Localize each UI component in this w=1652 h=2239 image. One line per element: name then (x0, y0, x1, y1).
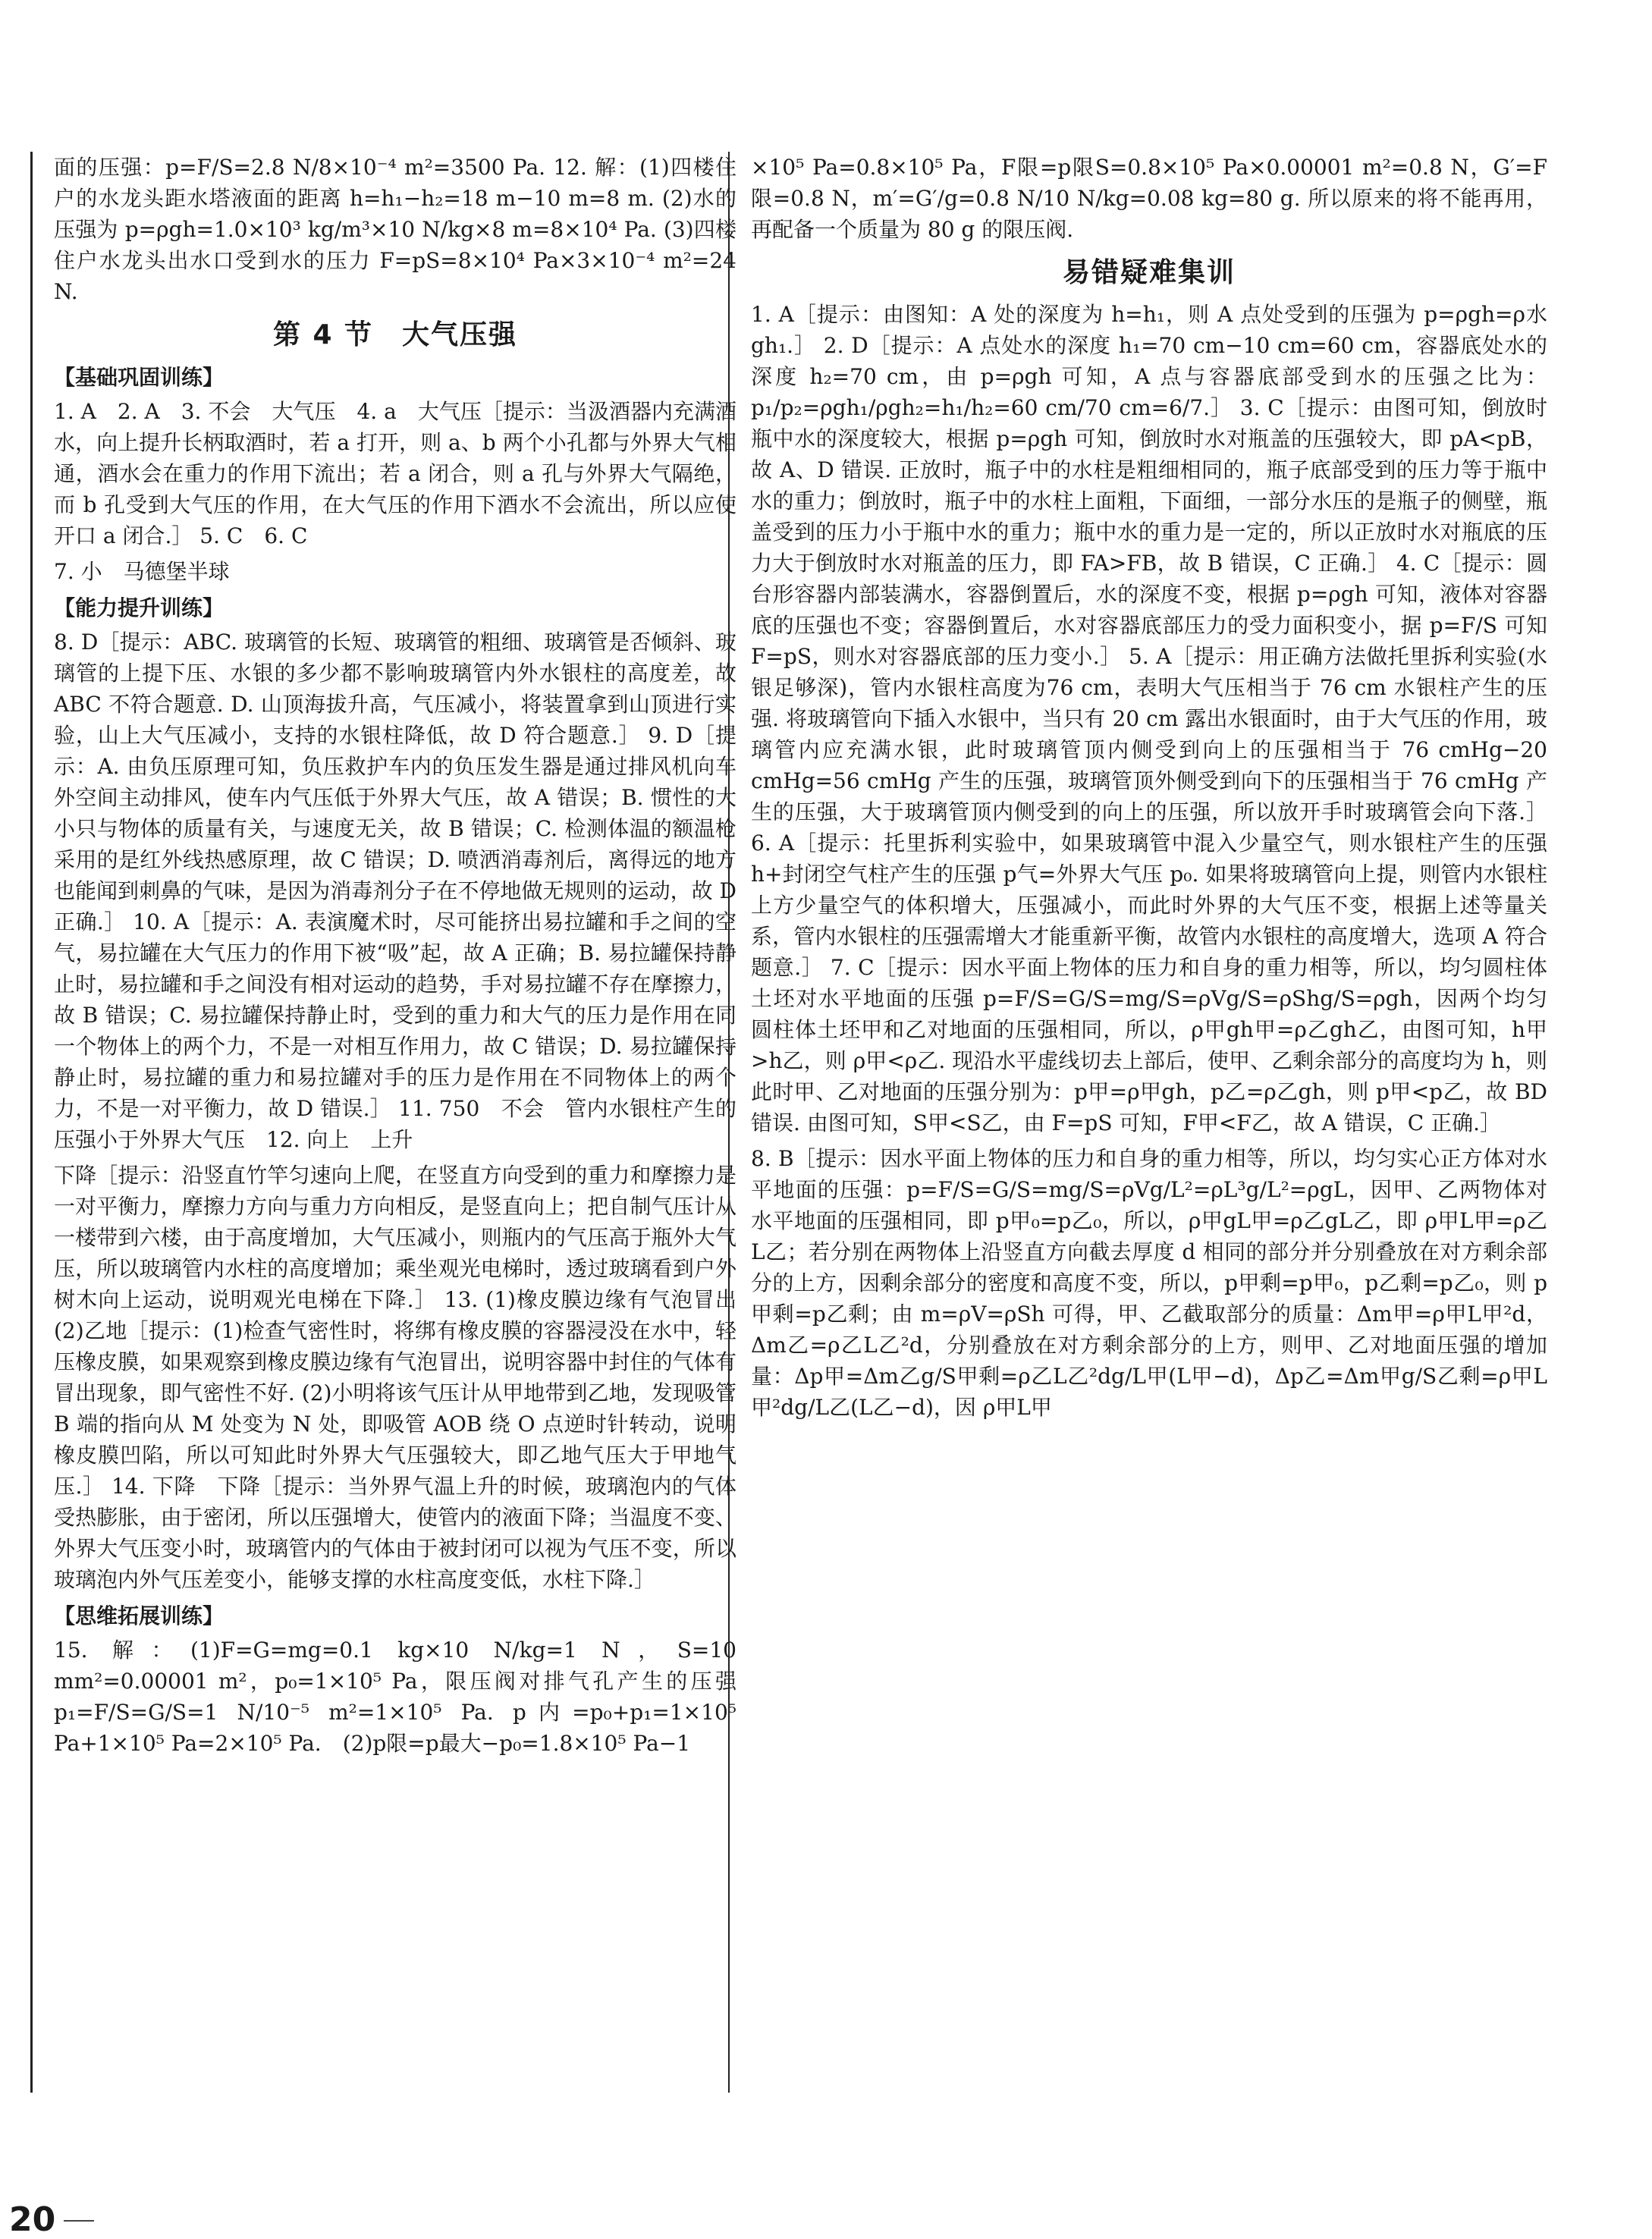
answer-paragraph: 7. 小 马德堡半球 (54, 559, 230, 584)
answer-paragraph: 下降［提示：沿竖直竹竿匀速向上爬，在竖直方向受到的重力和摩擦力是一对平衡力，摩擦力方向与重力方向相反，是竖直向上；把自制气压计从一楼带到六楼，由于高度增加，大气压减小，则瓶内的气压高于瓶外大气压，所以玻璃管内水柱的高度增加；乘坐观光电梯时，透过玻璃看到户外树木向上运动，说明观光电梯在下降.］ 13. (1)橡皮膜边缘有气泡冒出 (2)乙地［提示：(1)检查气密性时，将绑有橡皮膜的容器浸没在水中，轻压橡皮膜，如果观察到橡皮膜边缘有气泡冒出，说明容器中封住的气体有冒出现象，即气密性不好. (2)小明将该气压计从甲地带到乙地，发现吸管 B 端的指向从 M 处变为 N 处，即吸管 AOB 绕 O 点逆时针转动，说明橡皮膜凹陷，所以可知此时外界大气压强较大，即乙地气压大于甲地气压.］ 14. 下降 下降［提示：当外界气温上升的时候，玻璃泡内的气体受热膨胀，由于密闭，所以压强增大，使管内的液面下降；当温度不变、外界大气压变小时，玻璃管内的气体由于被封闭可以视为气压不变，所以玻璃泡内外气压差变小，能够支撑的水柱高度变低，水柱下降.］ (54, 1163, 758, 1592)
answer-paragraph: 面的压强：p=F/S=2.8 N/8×10⁻⁴ m²=3500 Pa. 12. 解：(1)四楼住户的水龙头距水塔液面的距离 h=h₁−h₂=18 m−10 m=8 m. (2)水的压强为 p=ρgh=1.0×10³ kg/m³×10 N/kg×8 m=8×10⁴ Pa. (3)四楼住户水龙头出水口受到水的压力 F=pS=8×10⁴ Pa×3×10⁻⁴ m²=24 N. (54, 155, 736, 304)
subsection-title: 【基础巩固训练】 (54, 365, 225, 390)
left-column (30, 152, 758, 2093)
page-number-rule (64, 2220, 94, 2222)
section-title: 第 4 节 大气压强 (272, 319, 518, 350)
answer-paragraph: 1. A［提示：由图知：A 处的深度为 h=h₁，则 A 点处受到的压强为 p=ρgh=ρ水gh₁.］ 2. D［提示：A 点处水的深度 h₁=70 cm−10 cm=60 cm，容器底处水的深度 h₂=70 cm，由 p=ρgh 可知，A 点与容器底部受到水的压强之比为：p₁/p₂=ρgh₁/ρgh₂=h₁/h₂=60 cm/70 cm=6/7.］ 3. C［提示：由图可知，倒放时瓶中水的深度较大，根据 p=ρgh 可知，倒放时水对瓶盖的压强较大，即 pA<pB，故 A、D 错误. 正放时，瓶子中的水柱是粗细相同的，瓶子底部受到的压力等于瓶中水的重力；倒放时，瓶子中的水柱上面粗，下面细，一部分水压的是瓶子的侧壁，瓶盖受到的压力小于瓶中水的重力；瓶中水的重力是一定的，所以正放时水对瓶底的压力大于倒放时水对瓶盖的压力，即 FA>FB，故 B 错误，C 正确.］ 4. C［提示：圆台形容器内部装满水，容器倒置后，水的深度不变，根据 p=ρgh 可知，液体对容器底的压强也不变；容器倒置后，水对容器底部压力的受力面积变小，据 p=F/S 可知 F=pS，则水对容器底部的压力变小.］ 5. A［提示：用正确方法做托里拆利实验(水银足够深)，管内水银柱高度为76 cm，表明大气压相当于 76 cm 水银柱产生的压强. 将玻璃管向下插入水银中，当只有 20 cm 露出水银面时，由于大气压的作用，玻璃管内应充满水银，此时玻璃管顶内侧受到向上的压强相当于 76 cmHg−20 cmHg=56 cmHg 产生的压强，玻璃管顶外侧受到向下的压强相当于 76 cmHg 产生的压强，大于玻璃管顶内侧受到的向上的压强，所以放开手时玻璃管会向下落.］ 6. A［提示：托里拆利实验中，如果玻璃管中混入少量空气，则水银柱产生的压强 h+封闭空气柱产生的压强 p气=外界大气压 p₀. 如果将玻璃管向上提，则管内水银柱上方少量空气的体积增大，压强减小，而此时外界的大气压不变，根据上述等量关系，管内水银柱的压强需增大才能重新平衡，故管内水银柱的高度增大，选项 A 符合题意.］ 7. C［提示：因水平面上物体的压力和自身的重力相等，所以，均匀圆柱体土坯对水平地面的压强 p=F/S=G/S=mg/S=ρVg/S=ρShg/S=ρgh，因两个均匀圆柱体土坯甲和乙对地面的压强相同，所以，ρ甲gh甲=ρ乙gh乙，由图可知，h甲>h乙，则 ρ甲<ρ乙. 现沿水平虚线切去上部后，使甲、乙剩余部分的高度均为 h，则此时甲、乙对地面的压强分别为：p甲=ρ甲gh，p乙=ρ乙gh，则 p甲<p乙，故 BD 错误. 由图可知，S甲<S乙，由 F=pS 可知，F甲<F乙，故 A 错误，C 正确.］ (751, 302, 1547, 1135)
answer-paragraph: ×10⁵ Pa=0.8×10⁵ Pa，F限=p限S=0.8×10⁵ Pa×0.00001 m²=0.8 N，G′=F限=0.8 N，m′=G′/g=0.8 N/10 N/kg=0.08 kg=80 g. 所以原来的将不能再用，再配备一个质量为 80 g 的限压阀. (751, 155, 1547, 242)
subsection-title: 【能力提升训练】 (54, 595, 225, 620)
answer-paragraph: 15. 解：(1)F=G=mg=0.1 kg×10 N/kg=1 N，S=10 mm²=0.00001 m²，p₀=1×10⁵ Pa，限压阀对排气孔产生的压强 p₁=F/S=G/S=1 N/10⁻⁵ m²=1×10⁵ Pa. p内=p₀+p₁=1×10⁵ Pa+1×10⁵ Pa=2×10⁵ Pa. (2)p限=p最大−p₀=1.8×10⁵ Pa−1 (54, 1638, 736, 1756)
answer-paragraph: 8. B［提示：因水平面上物体的压力和自身的重力相等，所以，均匀实心正方体对水平地面的压强：p=F/S=G/S=mg/S=ρVg/L²=ρL³g/L²=ρgL，因甲、乙两物体对水平地面的压强相同，即 p甲₀=p乙₀，所以，ρ甲gL甲=ρ乙gL乙，即 ρ甲L甲=ρ乙L乙；若分别在两物体上沿竖直方向截去厚度 d 相同的部分并分别叠放在对方剩余部分的上方，因剩余部分的密度和高度不变，所以，p甲剩=p甲₀，p乙剩=p乙₀，则 p甲剩=p乙剩；由 m=ρV=ρSh 可得，甲、乙截取部分的质量：Δm甲=ρ甲L甲²d，Δm乙=ρ乙L乙²d，分别叠放在对方剩余部分的上方，则甲、乙对地面压强的增加量：Δp甲=Δm乙g/S甲剩=ρ乙L乙²dg/L甲(L甲−d)，Δp乙=Δm甲g/S乙剩=ρ甲L甲²dg/L乙(L乙−d)，因 ρ甲L甲 (751, 1146, 1547, 1420)
page-number: 20 (9, 2200, 56, 2239)
subsection-title: 【思维拓展训练】 (54, 1603, 225, 1628)
answer-paragraph: 1. A 2. A 3. 不会 大气压 4. a 大气压［提示：当汲酒器内充满酒水，向上提升长柄取酒时，若 a 打开，则 a、b 两个小孔都与外界大气相通，酒水会在重力的作用下流出；若 a 闭合，则 a 孔与外界大气隔绝，而 b 孔受到大气压的作用，在大气压的作用下酒水不会流出，所以应使开口 a 闭合.］ 5. C 6. C (54, 399, 736, 548)
right-column (728, 152, 1547, 2093)
answer-paragraph: 8. D［提示：ABC. 玻璃管的长短、玻璃管的粗细、玻璃管是否倾斜、玻璃管的上提下压、水银的多少都不影响玻璃管内外水银柱的高度差，故 ABC 不符合题意. D. 山顶海拔升高，气压减小，将装置拿到山顶进行实验，山上大气压减小，支持的水银柱降低，故 D 符合题意.］ 9. D［提示：A. 由负压原理可知，负压救护车内的负压发生器是通过排风机向车外空间主动排风，使车内气压低于外界大气压，故 A 错误；B. 惯性的大小只与物体的质量有关，与速度无关，故 B 错误；C. 检测体温的额温枪采用的是红外线热感原理，故 C 错误；D. 喷洒消毒剂后，离得远的地方也能闻到刺鼻的气味，是因为消毒剂分子在不停地做无规则的运动，故 D 正确.］ 10. A［提示：A. 表演魔术时，尽可能挤出易拉罐和手之间的空气，易拉罐在大气压力的作用下被“吸”起，故 A 正确；B. 易拉罐保持静止时，易拉罐和手之间没有相对运动的趋势，手对易拉罐不存在摩擦力，故 B 错误；C. 易拉罐保持静止时，受到的重力和大气的压力是作用在同一个物体上的两个力，不是一对相互作用力，故 C 错误；D. 易拉罐保持静止时，易拉罐的重力和易拉罐对手的压力是作用在不同物体上的两个力，不是一对平衡力，故 D 错误.］ 11. 750 不会 管内水银柱产生的压强小于外界大气压 12. 向上 上升 (54, 630, 736, 1152)
section-title: 易错疑难集训 (1062, 257, 1236, 288)
